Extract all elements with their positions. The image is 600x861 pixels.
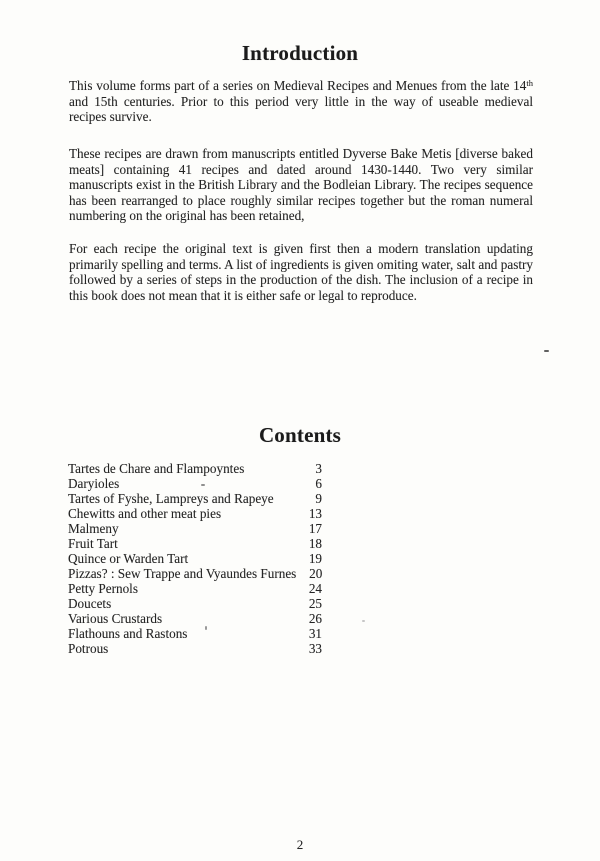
toc-entry <box>68 536 322 551</box>
toc-entry-page: 9 <box>315 491 322 506</box>
page-number: 2 <box>296 837 304 852</box>
toc-entry-label: Potrous <box>68 641 109 656</box>
toc-entry-page: 17 <box>308 521 322 536</box>
toc-entry-page: 26 <box>308 611 322 626</box>
toc-entry-label: Petty Pernols <box>68 581 138 596</box>
toc-entry-label: Daryioles <box>68 476 120 491</box>
toc-entry-page: 6 <box>315 476 322 491</box>
toc-entry-page: 19 <box>308 551 322 566</box>
toc-entry <box>68 521 322 536</box>
toc-entry-page: 20 <box>309 566 323 581</box>
toc-entry-label: Malmeny <box>68 521 119 536</box>
intro-paragraph-3: For each recipe the original text is given first then a modern translation updating primarily spelling and terms. A list of ingredients is given omiting water, salt and pastry followed by a series of steps in the production of the dish. The inclusion of a recipe in this book does not mean that it is either safe or legal to reproduce. <box>69 241 533 303</box>
toc-entry <box>68 641 322 656</box>
toc-entry-label: Doucets <box>68 596 112 611</box>
scan-speck <box>362 620 365 622</box>
toc-entry <box>68 506 322 521</box>
toc-entry-label: Fruit Tart <box>68 536 118 551</box>
toc-entry-label: Quince or Warden Tart <box>68 551 189 566</box>
toc-entry-label: Tartes de Chare and Flampoyntes <box>68 461 245 476</box>
toc-entry <box>68 551 322 566</box>
scan-speck <box>205 626 207 630</box>
toc-entry-label: Tartes of Fyshe, Lampreys and Rapeye <box>68 491 274 506</box>
table-of-contents <box>68 461 322 656</box>
toc-entry <box>68 476 322 491</box>
toc-entry <box>68 581 322 596</box>
toc-entry <box>68 611 322 626</box>
toc-entry <box>68 461 322 476</box>
toc-entry <box>68 596 322 611</box>
toc-entry-page: 24 <box>308 581 322 596</box>
toc-entry-page: 31 <box>308 626 322 641</box>
toc-entry-label: Various Crustards <box>68 611 163 626</box>
toc-entry-page: 13 <box>308 506 322 521</box>
toc-entry <box>68 566 322 581</box>
toc-entry-page: 25 <box>308 596 322 611</box>
toc-entry-label: Pizzas? : Sew Trappe and Vyaundes Furnes <box>68 566 297 581</box>
intro-paragraph-1-text-after: and 15th centuries. Prior to this period very little in the way of useable medieval recipes survive. <box>69 93 533 125</box>
scan-speck <box>201 484 205 486</box>
intro-paragraph-1 <box>69 78 533 125</box>
scan-speck <box>544 350 549 352</box>
toc-entry-label: Chewitts and other meat pies <box>68 506 222 521</box>
toc-entry-page: 33 <box>308 641 322 656</box>
introduction-heading: Introduction <box>241 41 359 65</box>
ordinal-superscript: th <box>526 78 533 88</box>
toc-entry-page: 18 <box>308 536 322 551</box>
toc-entry <box>68 491 322 506</box>
intro-paragraph-1-text: This volume forms part of a series on Medieval Recipes and Menues from the late 14 <box>69 78 527 93</box>
toc-entry <box>68 626 322 641</box>
toc-entry-page: 3 <box>315 461 322 476</box>
contents-heading: Contents <box>258 423 342 447</box>
toc-entry-label: Flathouns and Rastons <box>68 626 188 641</box>
intro-paragraph-2: These recipes are drawn from manuscripts entitled Dyverse Bake Metis [diverse baked meats] containing 41 recipes and dated around 1430-1440. Two very similar manuscripts exist in the British Library and the Bodleian Library. The recipes sequence has been rearranged to place roughly similar recipes together but the roman numeral numbering on the original has been retained, <box>69 146 533 224</box>
